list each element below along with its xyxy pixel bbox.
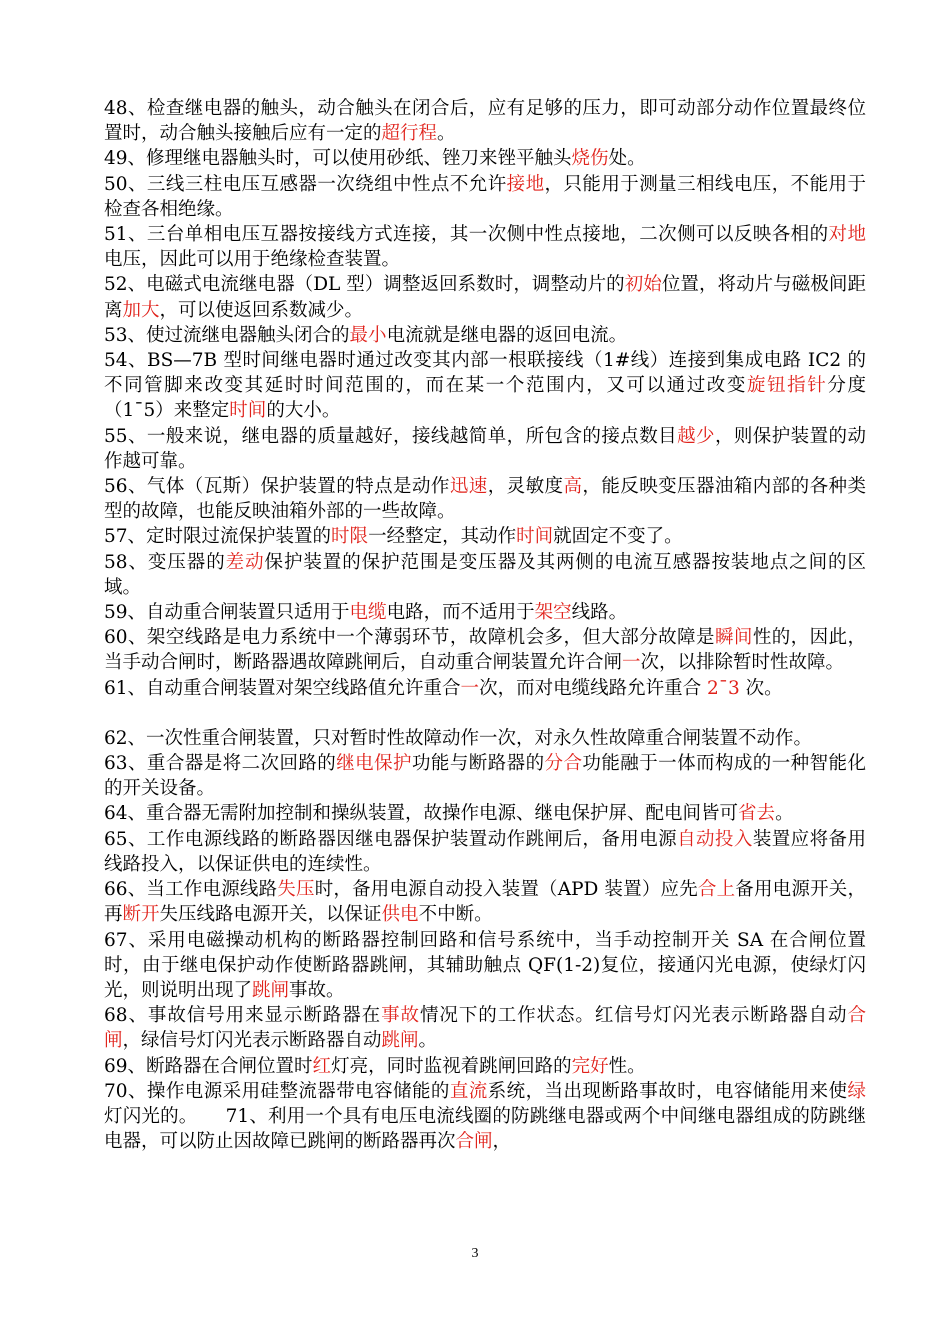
question-paragraph [104,323,866,348]
answer-text: 瞬间 [714,627,753,649]
question-paragraph [104,600,866,625]
question-paragraph [104,172,866,222]
question-text: 64、重合器无需附加控制和操纵装置，故操作电源、继电保护屏、配电间皆可 [104,803,739,825]
question-text: 57、定时限过流保护装置的 [104,526,332,548]
answer-text: 电缆 [349,602,387,624]
question-text: 保护装置的保护范围是变压器及其两侧的电流互感器按装地点之间的区域。 [104,551,866,598]
question-text: 性。 [608,1055,646,1077]
answer-text: 高 [563,476,583,498]
answer-text: 越少 [677,425,715,447]
answer-text: 绿 [847,1080,866,1102]
question-text: 次。 [739,677,783,699]
question-paragraph [104,751,866,801]
question-text: 59、自动重合闸装置只适用于 [104,602,350,624]
answer-text: 跳闸 [252,979,290,1001]
question-text: 58、变压器的 [104,551,226,573]
answer-text: 断开 [122,904,160,926]
question-text: 处。 [608,148,646,170]
answer-text: 合上 [697,879,736,901]
question-text: 电流就是继电器的返回电流。 [386,324,628,346]
question-text: ，能反映变压器油箱内部的各种类型的故障，也能反映油箱外部的一些故障。 [104,476,866,523]
question-paragraph [104,550,866,600]
question-paragraph [104,877,866,927]
answer-text: 2¯3 [706,677,740,699]
question-text: 50、三线三柱电压互感器一次绕组中性点不允许 [104,173,507,195]
answer-text: 旋钮指针 [747,375,828,397]
question-text: ，绿信号灯闪光表示断路器自动 [122,1030,382,1052]
question-text: 53、使过流继电器触头闭合的 [104,324,350,346]
answer-text: 迅速 [449,476,488,498]
question-text: ，只能用于测量三相线电压，不能用于检查各相绝缘。 [104,173,866,220]
question-paragraph [104,676,866,701]
question-paragraph [104,1079,866,1155]
page-number: 3 [471,1246,479,1261]
answer-text: 接地 [506,173,545,195]
question-text: 65、工作电源线路的断路器因继电器保护装置动作跳闸后，备用电源 [104,828,678,850]
question-text: 69、断路器在合闸位置时 [104,1055,313,1077]
question-text: 备用电源开关，再 [104,879,866,926]
question-paragraph [104,474,866,524]
question-text: 失压线路电源开关，以保证 [159,904,382,926]
question-paragraph [104,424,866,474]
answer-text: 加大 [122,299,160,321]
question-text: 52、电磁式电流继电器（DL 型）调整返回系数时，调整动片的 [104,274,625,296]
answer-text: 时限 [331,526,369,548]
question-text: 68、事故信号用来显示断路器在 [104,1005,382,1027]
answer-text: 最小 [349,324,387,346]
question-text: 功能融于一体而构成的一种智能化的开关设备。 [104,753,866,800]
question-text: 60、架空线路是电力系统中一个薄弱环节，故障机会多，但大部分故障是 [104,627,715,649]
answer-text: 一 [622,652,641,674]
question-paragraph [104,827,866,877]
question-paragraph [104,1003,866,1053]
answer-text: 超行程 [381,123,438,145]
answer-text: 初始 [624,274,662,296]
question-text: 54、BS—7B 型时间继电器时通过改变其内部一根联接线（1#线）连接到集成电路 IC2 的不同管脚来改变其延时时间范围的，而在某一个范围内，又可以通过改变 [104,350,866,397]
answer-text: 烧伤 [571,148,609,170]
question-text: 灯闪光的。 71、利用一个具有电压电流线圈的防跳继电器或两个中间继电器组成的防跳继电器，可以防止因故障已跳闸的断路器再次 [104,1105,866,1153]
question-text: ， [492,1131,512,1153]
question-text: 次，以排除暂时性故障。 [640,652,845,674]
answer-text: 直流 [449,1080,488,1102]
question-text: ，可以使返回系数减少。 [159,299,364,321]
question-text: 装置应将备用线路投入，以保证供电的连续性。 [104,828,866,875]
answer-text: 供电 [381,904,419,926]
question-text: 51、三台单相电压互器按接线方式连接，其一次侧中性点接地，二次侧可以反映各相的 [104,224,829,246]
question-paragraph [104,625,866,675]
question-text: 48、检查继电器的触头，动合触头在闭合后，应有足够的压力，即可动部分动作位置最终位置时，动合触头接触后应有一定的 [104,98,866,145]
question-text: 时，备用电源自动投入装置（APD 装置）应先 [314,879,698,901]
question-paragraph [104,928,866,1004]
question-paragraph [104,726,866,751]
answer-text: 对地 [828,224,866,246]
question-paragraph [104,272,866,322]
question-text: 线路。 [571,602,628,624]
question-text: 。 [775,803,794,825]
question-paragraph [104,1054,866,1079]
question-text: ，则保护装置的动作越可靠。 [104,425,866,472]
answer-text: 失压 [277,879,315,901]
question-text: 电压，因此可以用于绝缘检查装置。 [104,249,401,271]
question-text: 分度（1¯5）来整定 [104,375,866,422]
answer-text: 自动投入 [677,828,753,850]
question-text: 61、自动重合闸装置对架空线路值允许重合 [104,677,461,699]
answer-text: 分合 [544,753,583,775]
question-text: 就固定不变了。 [553,526,683,548]
question-paragraph [104,146,866,171]
question-text: 62、一次性重合闸装置，只对暂时性故障动作一次，对永久性故障重合闸装置不动作。 [104,727,813,749]
answer-text: 差动 [225,551,265,573]
document-body [104,96,866,1154]
question-text: 情况下的工作状态。红信号灯闪光表示断路器自动 [419,1005,848,1027]
question-text: 功能与断路器的 [411,753,545,775]
answer-text: 合闸 [104,1005,866,1052]
question-text: 49、修理继电器触头时，可以使用砂纸、锉刀来锉平触头 [104,148,572,170]
question-text: 一经整定，其动作 [368,526,517,548]
question-text: 63、重合器是将二次回路的 [104,753,337,775]
answer-text: 架空 [534,602,572,624]
answer-text: 时间 [229,400,267,422]
question-text: 位置，将动片与磁极间距离 [104,274,866,321]
question-text: 不中断。 [418,904,493,926]
question-text: 。 [418,1030,438,1052]
question-text: 56、气体（瓦斯）保护装置的特点是动作 [104,476,450,498]
answer-text: 完好 [571,1055,609,1077]
answer-text: 事故 [381,1005,420,1027]
question-paragraph [104,801,866,826]
question-text: 事故。 [289,979,345,1001]
question-text: 性的，因此，当手动合闸时，断路器遇故障跳闸后，自动重合闸装置允许合闸 [104,627,866,674]
question-text: ，灵敏度 [487,476,564,498]
question-text: 的大小。 [266,400,341,422]
answer-text: 继电保护 [336,753,412,775]
question-text: 70、操作电源采用硅整流器带电容储能的 [104,1080,450,1102]
answer-text: 跳闸 [381,1030,419,1052]
question-text: 系统，当出现断路事故时，电容储能用来使 [487,1080,848,1102]
question-text: 66、当工作电源线路 [104,879,278,901]
question-paragraph [104,348,866,424]
question-text: 55、一般来说，继电器的质量越好，接线越简单，所包含的接点数目 [104,425,678,447]
answer-text: 红 [312,1055,332,1077]
question-text: 次，而对电缆线路允许重合 [479,677,707,699]
question-text: 67、采用电磁操动机构的断路器控制回路和信号系统中，当手动控制开关 SA 在合闸位置时，由于继电保护动作使断路器跳闸，其辅助触点 QF(1-2)复位，接通闪光电源，使绿灯闪光，则说明出现了 [104,929,866,1001]
question-text: 电路，而不适用于 [386,602,535,624]
answer-text: 一 [460,677,480,699]
question-paragraph [104,524,866,549]
question-paragraph [104,222,866,272]
question-paragraph [104,96,866,146]
answer-text: 合闸 [455,1131,493,1153]
answer-text: 时间 [516,526,554,548]
question-text: 。 [437,123,456,145]
question-text: 灯亮，同时监视着跳闸回路的 [331,1055,572,1077]
answer-text: 省去 [738,803,776,825]
